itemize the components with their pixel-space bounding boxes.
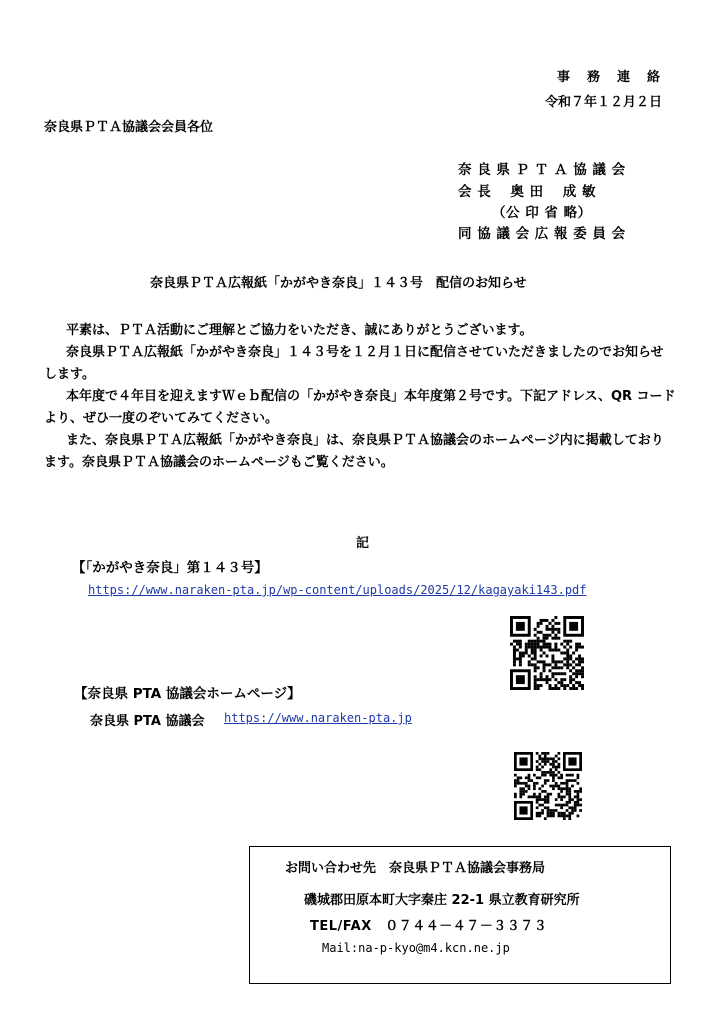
recipient: 奈良県ＰＴＡ協議会会員各位 [44, 120, 214, 135]
newsletter-qr-code [510, 616, 584, 690]
homepage-qr-code [514, 752, 582, 820]
body-paragraph-4: また、奈良県ＰＴＡ広報紙「かがやき奈良」は、奈良県ＰＴＡ協議会のホームページ内に掲載しております。奈良県ＰＴＡ協議会のホームページもご覧ください。 [44, 433, 664, 470]
contact-address: 磯城郡田原本町大字秦庄 22-1 県立教育研究所 [304, 893, 580, 908]
notice-type: 事 務 連 絡 [556, 70, 662, 85]
homepage-label: 奈良県 PTA 協議会 [90, 714, 205, 729]
contact-box [249, 846, 671, 984]
document-title: 奈良県ＰＴＡ広報紙「かがやき奈良」１４３号 配信のお知らせ [150, 276, 527, 291]
sender-org: 奈 良 県 Ｐ Ｔ Ａ 協 議 会 [458, 162, 626, 178]
homepage-heading: 【奈良県 PTA 協議会ホームページ】 [74, 686, 301, 702]
contact-mail: Mail:na-p-kyo@m4.kcn.ne.jp [322, 941, 510, 955]
notice-date: 令和７年１２月２日 [544, 95, 662, 110]
seal-omitted: （公 印 省 略） [492, 205, 592, 221]
body-paragraph-1: 平素は、ＰＴＡ活動にご理解とご協力をいただき、誠にありがとうございます。 [66, 323, 533, 338]
contact-tel: TEL/FAX ０７４４－４７－３３７３ [310, 919, 548, 934]
body-paragraph-3: 本年度で４年目を迎えますＷｅｂ配信の「かがやき奈良」本年度第２号です。下記アドレス、QR コードより、ぜひ一度のぞいてみてください。 [44, 389, 676, 426]
homepage-link[interactable]: https://www.naraken-pta.jp [224, 711, 412, 725]
newsletter-heading: 【「かがやき奈良」第１４３号】 [72, 560, 268, 576]
contact-title: お問い合わせ先 奈良県ＰＴＡ協議会事務局 [285, 861, 546, 876]
ki-mark: 記 [356, 536, 370, 551]
sender-committee: 同 協 議 会 広 報 委 員 会 [458, 226, 626, 242]
sender-president: 会 長 奥 田 成 敏 [458, 184, 596, 200]
newsletter-pdf-link[interactable]: https://www.naraken-pta.jp/wp-content/uploads/2025/12/kagayaki143.pdf [88, 583, 587, 597]
body-paragraph-2: 奈良県ＰＴＡ広報紙「かがやき奈良」１４３号を１２月１日に配信させていただきましたのでお知らせします。 [44, 345, 664, 382]
